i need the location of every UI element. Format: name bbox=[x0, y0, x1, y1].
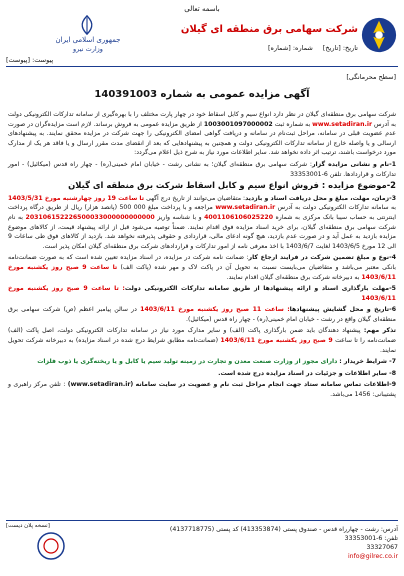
letterhead bbox=[6, 14, 398, 64]
state-emblem-icon bbox=[76, 14, 98, 36]
announcement-body bbox=[8, 110, 396, 402]
letter-meta bbox=[268, 44, 358, 52]
important-note: تذکر مهم: پیشنهاد دهندگان باید ضمن بارگذاری پاکت (الف) و سایر مدارک مورد نیاز در سامانه تدارکات الکترونیکی دولت، اصل پاکت (الف) ضمانت‌نامه را تا ساعت 9 صبح روز یکشنبه مورخ 1403/6/11 (ضمانت‌نامه مطابق شرایط درج شده در اسناد مزایده) به دبیرخانه شرکت تحویل نمایند. bbox=[8, 327, 397, 354]
setad-link-3[interactable]: (www.setadiran.ir) bbox=[67, 381, 134, 389]
intro-paragraph: شرکت سهامی برق منطقه‌ای گیلان در نظر دارد انواع سیم و کابل اسقاط خود در چهار پارت مختلف را با بهره‌گیری از سامانه تدارکات الکترونیکی دولت به آدرس www.setadiran.ir به شماره ثبت 1003001097000002 از طریق مزایده عمومی به فروش برساند. لازم است مزایده‌گران در صورت عدم عضویت قبلی در سامانه، مراحل ثبت‌نام در سامانه و دریافت گواهی امضای الکترونیکی را جهت شرکت در مزایده محقق نمایند. به پیشنهادهای ارسالی و یا واصله خارج از سامانه تدارکات الکترونیکی دولت و همچنین به پیشنهادهایی که بعد از انقضای مدت مقرر ارسال و یا فاقد هر یک از مدارک مورد درخواست باشند، ترتیب اثر داده نخواهد شد. سایر اطلاعات مورد نیاز به شرح ذیل اعلام می‌گردد: bbox=[7, 111, 396, 157]
footer-phone: تلفن: 6-33353001 bbox=[344, 535, 398, 542]
registration-number: 1003001097000002 bbox=[203, 120, 273, 128]
section-8: 8- سایر اطلاعات و جزئیات در اسناد مزایده درج شده است. bbox=[218, 369, 396, 377]
footer-address: آدرس: رشت - چهارراه قدس - صندوق پستی (413353874) کد پستی (4137718775) bbox=[169, 526, 398, 533]
section-9: 9-اطلاعات تماس سامانه ستاد جهت انجام مراحل ثبت نام و عضویت در سایت سامانه (www.setadiran.ir) : تلفن مرکز راهبری و پشتیبانی: 1456 می‌باشد. bbox=[8, 381, 397, 399]
account-number: 4001106106025220 bbox=[204, 213, 273, 221]
section-5: 5-مهلت بارگذاری اسناد و ارائه پیشنهادها از طریق سامانه تدارکات الکترونیکی دولت: تا ساعت 9 صبح روز یکشنبه مورخ 1403/6/11 bbox=[8, 285, 396, 302]
header-divider bbox=[6, 66, 398, 67]
section-2: 2-موضوع مزایده : فروش انواع سیم و کابل اسقاط شرکت برق منطقه ای گیلان bbox=[68, 180, 396, 191]
footer-address-block bbox=[170, 525, 398, 561]
setad-link-2[interactable]: www.setadiran.ir bbox=[215, 204, 276, 212]
company-name: شرکت سهامی برق منطقه ای گیلان bbox=[180, 24, 358, 35]
payment-id: 203106152226500033000000000000 bbox=[25, 213, 155, 221]
confidentiality-note: [سطح محرمانگی] bbox=[346, 73, 396, 81]
setad-link[interactable]: www.setadiran.ir bbox=[312, 120, 372, 128]
date-field: تاریخ: [تاریخ] bbox=[322, 44, 358, 52]
government-title: جمهوری اسلامی ایران bbox=[55, 36, 121, 44]
ministry-title: وزارت نیرو bbox=[73, 45, 103, 53]
letter-footer bbox=[6, 520, 398, 571]
number-field: شماره: [شماره] bbox=[268, 44, 313, 52]
company-logo-icon bbox=[360, 16, 398, 54]
footer-fax: 33327067 bbox=[366, 544, 398, 551]
footer-email[interactable]: info@gilrec.co.ir bbox=[347, 553, 398, 560]
section-3: 3-زمان، مهلت، مبلغ و محل دریافت اسناد و بازدید: متقاضیان می‌توانند از تاریخ درج آگهی تا ساعت 19 روز چهارشنبه مورخ 1403/5/31 به سامانه تدارکات الکترونیکی دولت به آدرس www.setadiran.ir مراجعه و با پرداخت مبلغ 000 500 (پانصد هزار) ریال از طریق درگاه پرداخت اینترنتی به حساب سیبا بانک مرکزی به شماره 4001106106025220 و با شناسه واریز 203106152226500033000000000000 به نام شرکت سهامی برق منطقه‌ای گیلان، برای خرید اسناد مزایده فوق اقدام نمایند. ضمناً توصیه می‌شود قبل از ارائه پیشنهاد قیمت، از کالاهای موضوع مزایده بازدید به عمل آید و در صورت عدم بازدید، هیچ گونه ادعای مالی، قراردادی و حقوقی پذیرفته نخواهد شد. بازدید از کالاهای فوق طی ساعات 9 الی 12 مورخ 1403/6/5 لغایت 1403/6/7 با اخذ معرفی نامه از امور تدارکات و قراردادهای شرکت برق منطقه‌ای گیلان امکان پذیر است. bbox=[8, 194, 397, 250]
bismillah: باسمه تعالی bbox=[184, 5, 220, 13]
section-7: 7- شرایط خریدار : دارای مجوز از وزارت صنعت معدن و تجارت در زمینه تولید سیم یا کابل و یا ریخته‌گری یا ذوب فلزات bbox=[37, 358, 396, 366]
copies-note: [نسخه پلان دیست] bbox=[6, 523, 50, 529]
announcement-title: آگهی مزایده عمومی به شماره 140391003 bbox=[94, 89, 310, 100]
section-4: 4-نوع و مبلغ تضمین شرکت در فرایند ارجاع کار: ضمانت نامه شرکت در مزایده، در اسناد مزایده تعیین شده است که به صورت ضمانت‌نامه بانکی معتبر می‌باشد و متقاضیان می‌بایست نسبت به تحویل آن در پاکت لاک و مهر شده (پاکت الف) تا ساعت 9 صبح روز یکشنبه مورخ 1403/6/11 به دبیرخانه شرکت برق منطقه‌ای گیلان اقدام نمایند. bbox=[8, 254, 397, 281]
attachment-field: پیوست: [پیوست] bbox=[6, 56, 54, 64]
section-6: 6-تاریخ و محل گشایش پیشنهادها: ساعت 11 صبح روز یکشنبه مورخ 1403/6/11 در سالن پیامبر اعظم (ص) شرکت سهامی برق منطقه‌ای گیلان واقع در رشت - خیابان امام خمینی(ره) - چهار راه قدس (میکائیل). bbox=[8, 306, 396, 323]
section-1: 1-نام و نشانی مزایده گزار: شرکت سهامی برق منطقه‌ای گیلان؛ به نشانی رشت - خیابان امام خمینی(ره) - چهار راه قدس (میکائیل) - امور تدارکات و قراردادها. تلفن 6-33353001 bbox=[8, 160, 396, 178]
certification-logo-icon bbox=[36, 531, 66, 561]
